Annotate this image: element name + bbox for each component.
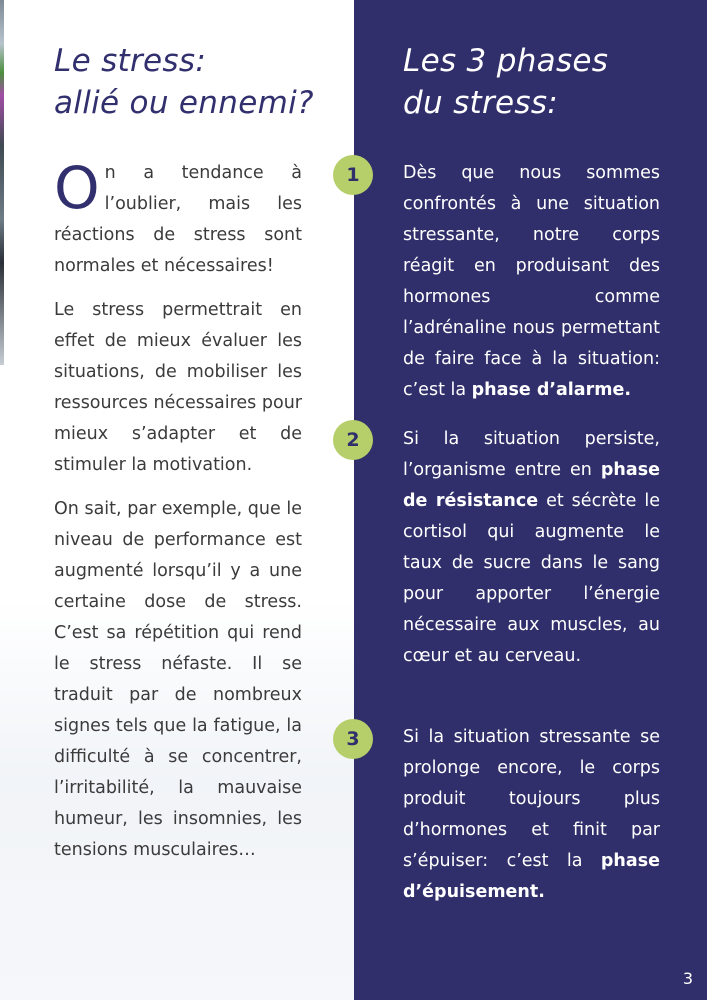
right-title-line-1: Les 3 phases [403, 43, 609, 79]
left-title [54, 40, 314, 124]
drop-cap: O [54, 154, 100, 222]
phase-2-text [403, 424, 660, 672]
left-title-line-1: Le stress: [54, 43, 207, 79]
phase-3-name: phase d’épuisement. [403, 851, 660, 902]
phase-1-name: phase d’alarme. [471, 380, 632, 400]
phase-2-text-before: Si la situation persiste, l’organisme entre en [403, 429, 660, 480]
left-title-line-2: allié ou ennemi? [54, 85, 314, 121]
paragraph-1-text: n a tendance à l’oublier, mais les réactions de stress sont normales et nécessaires! [54, 163, 302, 276]
phase-2-number-badge: 2 [333, 420, 373, 460]
right-title-line-2: du stress: [403, 85, 559, 121]
photo-edge-strip [0, 0, 4, 365]
phase-2-text-after: et sécrète le cortisol qui augmente le taux de sucre dans le sang pour apporter l’énergie nécessaire aux muscles, au cœur et au cerveau. [403, 491, 660, 666]
paragraph-3: On sait, par exemple, que le niveau de performance est augmenté lorsqu’il y a une certaine dose de stress. C’est sa répétition qui rend le stress néfaste. Il se traduit par de nombreux signes tels que la fatigue, la difficulté à se concentrer, l’irritabilité, la mauvaise humeur, les insomnies, les tensions musculaires… [54, 499, 302, 860]
phase-3-text [403, 722, 660, 908]
paragraph-1 [54, 154, 302, 282]
right-title [403, 40, 608, 124]
phase-1-number-badge: 1 [333, 155, 373, 195]
phase-3-number-badge: 3 [333, 719, 373, 759]
phase-1-text [403, 158, 660, 406]
phase-3-text-before: Si la situation stressante se prolonge encore, le corps produit toujours plus d’hormones et finit par s’épuiser: c’est la [403, 727, 660, 871]
phase-1-text-before: Dès que nous sommes confrontés à une situation stressante, notre corps réagit en produisant des hormones comme l’adrénaline nous permettant de faire face à la situation: c’est la [403, 163, 660, 400]
left-body [54, 154, 302, 879]
phase-2-name: phase de résistance [403, 460, 660, 511]
paragraph-2: Le stress permettrait en effet de mieux évaluer les situations, de mobiliser les ressources nécessaires pour mieux s’adapter et de stimuler la motivation. [54, 300, 302, 475]
page-number: 3 [682, 969, 693, 988]
